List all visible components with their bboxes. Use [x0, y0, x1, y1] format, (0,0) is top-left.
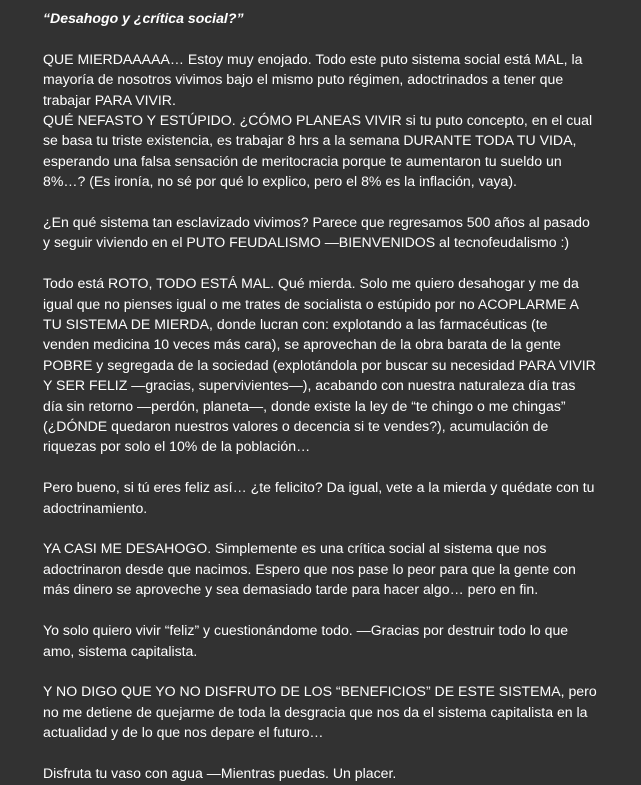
paragraph-7: Yo solo quiero vivir “feliz” y cuestionándome todo. —Gracias por destruir todo lo que amo, sistema capitalista. — [43, 622, 569, 659]
paragraph-3: ¿En qué sistema tan esclavizado vivimos? Parece que regresamos 500 años al pasado y seguir viviendo en el PUTO FEUDALISMO —BIENVENIDOS al tecnofeudalismo :) — [43, 214, 590, 251]
paragraph-4: Todo está ROTO, TODO ESTÁ MAL. Qué mierda. Solo me quiero desahogar y me da igual que no pienses igual o me trates de socialista o estúpido por no ACOPLARME A TU SISTEMA DE MIERDA, donde lucran con: explotando a las farmacéuticas (te venden medicina 10 veces más cara), se aprovechan de la obra barata de la gente POBRE y segregada de la sociedad (explotándola por buscar su necesidad PARA VIVIR Y SER FELIZ —gracias, supervivientes—), acabando con nuestra naturaleza día tras día sin retorno —perdón, planeta—, donde existe la ley de “te chingo o me chingas” (¿DÓNDE quedaron nuestros valores o decencia si te vendes?), acumulación de riquezas por solo el 10% de la población… — [43, 275, 596, 455]
document-title: “Desahogo y ¿crítica social?” — [43, 10, 244, 26]
paragraph-9: Disfruta tu vaso con agua —Mientras puedas. Un placer. — [43, 764, 397, 781]
paragraph-5: Pero bueno, si tú eres feliz así… ¿te felicito? Da igual, vete a la mierda y quédate con tu adoctrinamiento. — [43, 479, 595, 516]
paragraph-1: QUE MIERDAAAAA… Estoy muy enojado. Todo este puto sistema social está MAL, la mayoría de nosotros vivimos bajo el mismo puto régimen, adoctrinados a tener que trabajar PARA VIVIR. — [43, 50, 583, 108]
paragraph-2: QUÉ NEFASTO Y ESTÚPIDO. ¿CÓMO PLANEAS VIVIR si tu puto concepto, en el cual se basa tu triste existencia, es trabajar 8 hrs a la semana DURANTE TODA TU VIDA, esperando una falsa sensación de meritocracia porque te aumentaron tu sueldo un 8%…? (Es ironía, no sé por qué lo explico, pero el 8% es la inflación, vaya). — [43, 112, 593, 190]
paragraph-6: YA CASI ME DESAHOGO. Simplemente es una crítica social al sistema que nos adoctrinaron desde que nacimos. Espero que nos pase lo peor para que la gente con más dinero se aproveche y sea demasiado tarde para hacer algo… pero en fin. — [43, 540, 576, 598]
paragraph-8: Y NO DIGO QUE YO NO DISFRUTO DE LOS “BENEFICIOS” DE ESTE SISTEMA, pero no me detiene de quejarme de toda la desgracia que nos da el sistema capitalista en la actualidad y de lo que nos depare el futuro… — [43, 683, 597, 741]
